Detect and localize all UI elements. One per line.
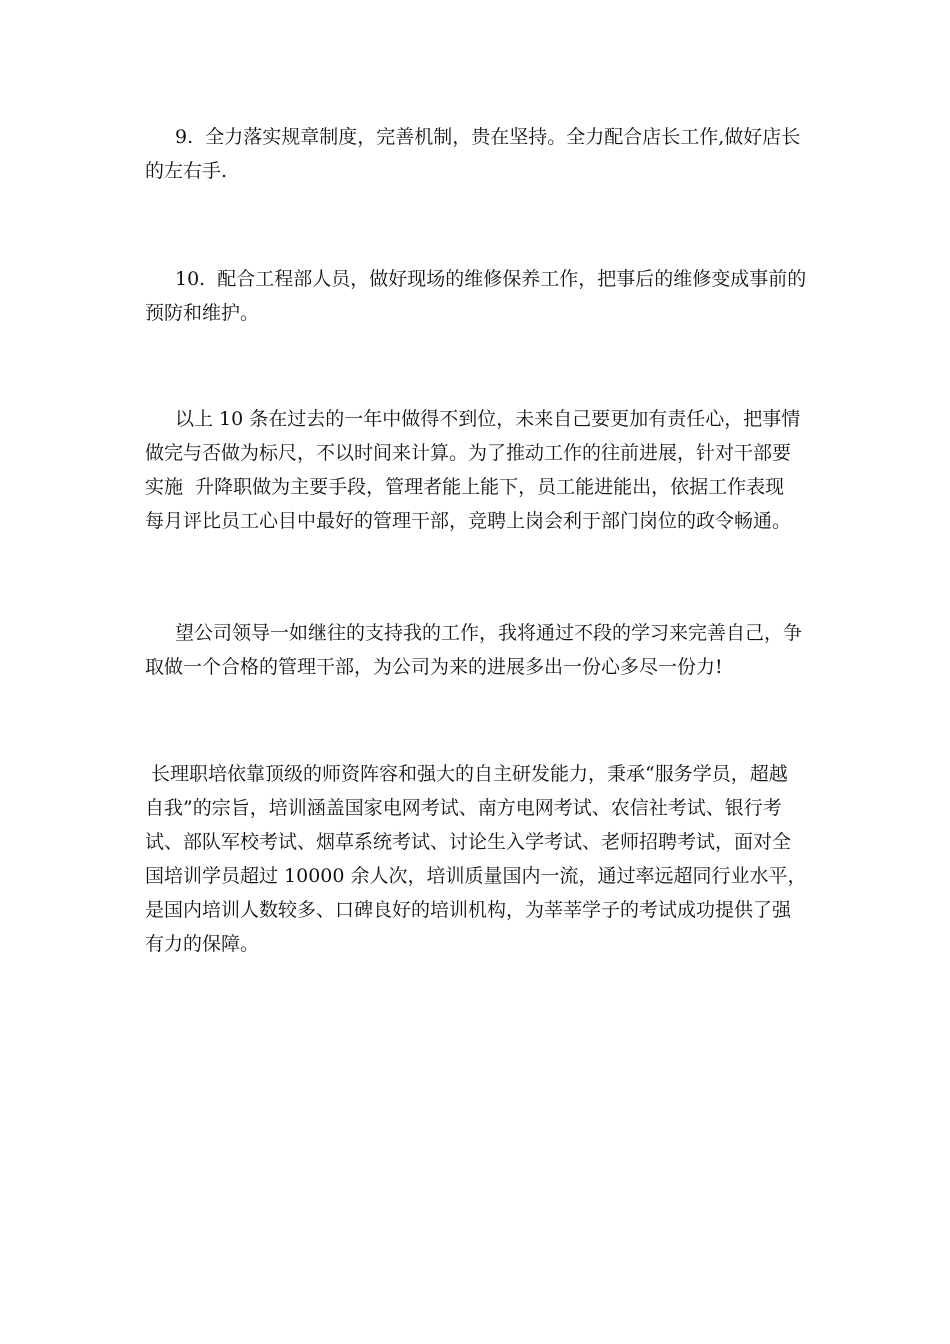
paragraph-line: 实施 升降职做为主要手段，管理者能上能下，员工能进能出，依据工作表现 [145, 476, 785, 498]
paragraph-training-promo [145, 757, 810, 961]
paragraph-line: 10. 配合工程部人员，做好现场的维修保养工作，把事后的维修变成事前的 [175, 268, 807, 290]
paragraph-line: 每月评比员工心目中最好的管理干部，竞聘上岗会利于部门岗位的政令畅通。 [145, 510, 792, 532]
paragraph-closing [145, 616, 810, 684]
paragraph-line: 望公司领导一如继往的支持我的工作，我将通过不段的学习来完善自己，争 [175, 622, 803, 644]
paragraph-line: 9. 全力落实规章制度，完善机制，贵在坚持。全力配合店长工作,做好店长 [175, 126, 801, 148]
paragraph-line: 取做一个合格的管理干部，为公司为来的进展多出一份心多尽一份力! [145, 656, 723, 678]
paragraph-line: 有力的保障。 [145, 933, 260, 955]
paragraph-line: 以上 10 条在过去的一年中做得不到位，未来自己要更加有责任心，把事情 [175, 408, 801, 430]
paragraph-line: 试、部队军校考试、烟草系统考试、讨论生入学考试、老师招聘考试，面对全 [145, 831, 792, 853]
paragraph-line: 长理职培依靠顶级的师资阵容和强大的自主研发能力，秉承“服务学员，超越 [151, 763, 788, 785]
paragraph-item-9 [145, 120, 810, 188]
paragraph-item-10 [145, 262, 810, 330]
paragraph-line: 是国内培训人数较多、口碑良好的培训机构，为莘莘学子的考试成功提供了强 [145, 899, 792, 921]
paragraph-summary [145, 402, 810, 538]
paragraph-line: 自我”的宗旨，培训涵盖国家电网考试、南方电网考试、农信社考试、银行考 [145, 797, 782, 819]
paragraph-line: 国培训学员超过 10000 余人次，培训质量国内一流，通过率远超同行业水平， [145, 865, 807, 887]
paragraph-line: 预防和维护。 [145, 302, 260, 324]
paragraph-line: 的左右手. [145, 160, 228, 182]
paragraph-line: 做完与否做为标尺，不以时间来计算。为了推动工作的往前进展，针对干部要 [145, 442, 792, 464]
